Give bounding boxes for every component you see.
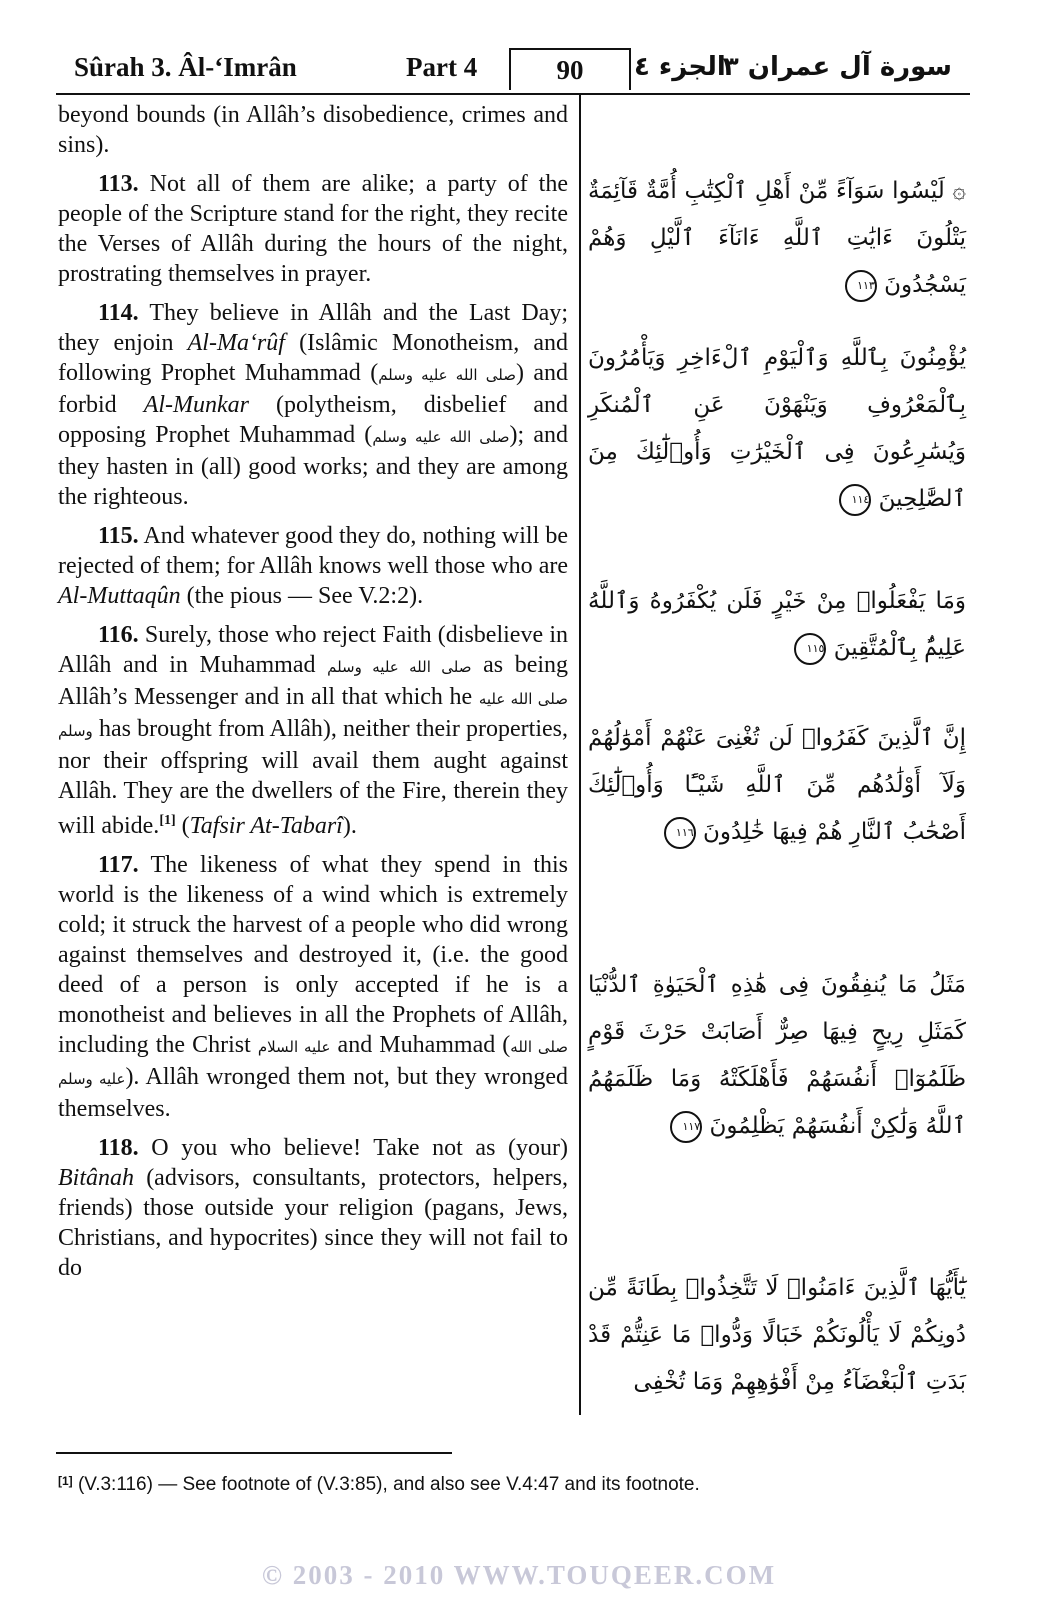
verse-116-ar: إِنَّ ٱلَّذِينَ كَفَرُوا۟ لَن تُغْنِىَ عَنْهُمْ أَمْوَٰلُهُمْ وَلَآ أَوْلَٰدُهُم مِّنَ ٱللَّهِ شَيْـًٔا وَأُو۟لَٰٓئِكَ أَصْحَٰبُ ٱلنَّارِ هُمْ فِيهَا خَٰلِدُونَ ١١٦ (588, 715, 966, 856)
part-label-en: Part 4 (406, 52, 478, 82)
page-number: 90 (509, 48, 631, 90)
ayah-number-marker: ١١٤ (839, 484, 871, 516)
footnote-ref[interactable]: [1] (159, 813, 176, 828)
column-divider (579, 95, 581, 1415)
page-header (56, 46, 966, 94)
pbuh-honorific: صلى الله عليه وسلم (58, 690, 569, 740)
verse-114-en: 114. They believe in Allâh and the Last Day; they enjoin Al-Ma‘rûf (Islâmic Monotheism, and following Prophet Muhammad (صلى الله عليه وسلم) and forbid Al-Munkar (polytheism, disbelief and opposing Prophet Muhammad (صلى الله عليه وسلم); and they hasten in (all) good works; and they are among the righteous. (58, 300, 569, 510)
verse-114-ar: يُؤْمِنُونَ بِٱللَّهِ وَٱلْيَوْمِ ٱلْءَاخِرِ وَيَأْمُرُونَ بِٱلْمَعْرُوفِ وَيَنْهَوْنَ عَنِ ٱلْمُنكَرِ وَيُسَٰرِعُونَ فِى ٱلْخَيْرَٰتِ وَأُو۟لَٰٓئِكَ مِنَ ٱلصَّٰلِحِينَ ١١٤ (588, 335, 966, 523)
part-label-ar: الجزء ٤ (634, 52, 726, 82)
copyright-watermark: © 2003 - 2010 WWW.TOUQEER.COM (261, 1560, 777, 1590)
footnote (58, 1474, 938, 1496)
continued-text: beyond bounds (in Allâh’s disobedience, crimes and sins). (58, 102, 568, 158)
pbuh-honorific: صلى الله عليه وسلم (372, 428, 510, 446)
ayah-number-marker: ١١٥ (794, 633, 826, 665)
footnote-rule (56, 1452, 452, 1454)
verse-118-en: 118. O you who believe! Take not as (your) Bitânah (advisors, consultants, protectors, helpers, friends) those outside your religion (pagans, Jews, Christians, and hypocrites) since they will not fail to do (58, 1135, 568, 1281)
english-translation-column (58, 100, 568, 1292)
surah-title-ar: سورة آل عمران ٣ (722, 52, 952, 82)
pbuh-honorific: صلى الله عليه وسلم (327, 658, 472, 676)
verse-117-en: 117. The likeness of what they spend in this world is the likeness of a wind which is extremely cold; it struck the harvest of a people who did wrong against themselves and destroyed it, (i.e. the good deed of a person is only accepted if he is a monotheist and believes in all the Prophets of Allâh, including the Christ عليه السلام and Muhammad (صلى الله عليه وسلم). Allâh wronged them not, but they wronged themselves. (58, 852, 569, 1122)
ayah-number-marker: ١١٧ (670, 1111, 702, 1143)
alayhi-salam-honorific: عليه السلام (257, 1038, 331, 1056)
verse-113-ar: ۞ لَيْسُوا سَوَآءً مِّنْ أَهْلِ ٱلْكِتَٰبِ أُمَّةٌ قَآئِمَةٌ يَتْلُونَ ءَايَٰتِ ٱللَّهِ ءَانَآءَ ٱلَّيْلِ وَهُمْ يَسْجُدُونَ ١١٣ (588, 168, 966, 309)
verse-115-en: 115. And whatever good they do, nothing will be rejected of them; for Allâh knows well those who are Al-Muttaqûn (the pious — See V.2:2). (58, 523, 568, 609)
ayah-number-marker: ١١٣ (845, 270, 877, 302)
ayah-number-marker: ١١٦ (664, 817, 696, 849)
verse-117-ar: مَثَلُ مَا يُنفِقُونَ فِى هَٰذِهِ ٱلْحَيَوٰةِ ٱلدُّنْيَا كَمَثَلِ رِيحٍ فِيهَا صِرٌّ أَصَابَتْ حَرْثَ قَوْمٍ ظَلَمُوٓا۟ أَنفُسَهُمْ فَأَهْلَكَتْهُ وَمَا ظَلَمَهُمُ ٱللَّهُ وَلَٰكِنْ أَنفُسَهُمْ يَظْلِمُونَ ١١٧ (588, 962, 966, 1150)
header-rule (56, 93, 970, 95)
verse-118-ar: يَٰٓأَيُّهَا ٱلَّذِينَ ءَامَنُوا۟ لَا تَتَّخِذُوا۟ بِطَانَةً مِّن دُونِكُمْ لَا يَأْلُونَكُمْ خَبَالًا وَدُّوا۟ مَا عَنِتُّمْ قَدْ بَدَتِ ٱلْبَغْضَآءُ مِنْ أَفْوَٰهِهِمْ وَمَا تُخْفِى (588, 1275, 966, 1395)
footnote-text: (V.3:116) — See footnote of (V.3:85), and also see V.4:47 and its footnote. (77, 1474, 700, 1495)
verse-115-ar: وَمَا يَفْعَلُوا۟ مِنْ خَيْرٍ فَلَن يُكْفَرُوهُ وَٱللَّهُ عَلِيمٌۢ بِٱلْمُتَّقِينَ ١١٥ (588, 578, 966, 672)
verse-116-en: 116. Surely, those who reject Faith (disbelieve in Allâh and in Muhammad صلى الله عليه وسلم as being Allâh’s Messenger and in all that which he صلى الله عليه وسلم has brought from Allâh), neither their properties, nor their offspring will avail them aught against Allâh. They are the dwellers of the Fire, therein they will abide.[1] (Tafsir At-Tabarî). (58, 622, 569, 839)
verse-113-en: 113. Not all of them are alike; a party of the people of the Scripture stand for the right, they recite the Verses of Allâh during the hours of the night, prostrating themselves in prayer. (58, 171, 568, 287)
pbuh-honorific: صلى الله عليه وسلم (378, 366, 516, 384)
pbuh-honorific: صلى الله عليه وسلم (58, 1038, 569, 1088)
footnote-mark: [1] (58, 1474, 73, 1488)
surah-title-en: Sûrah 3. Âl-‘Imrân (74, 52, 297, 82)
